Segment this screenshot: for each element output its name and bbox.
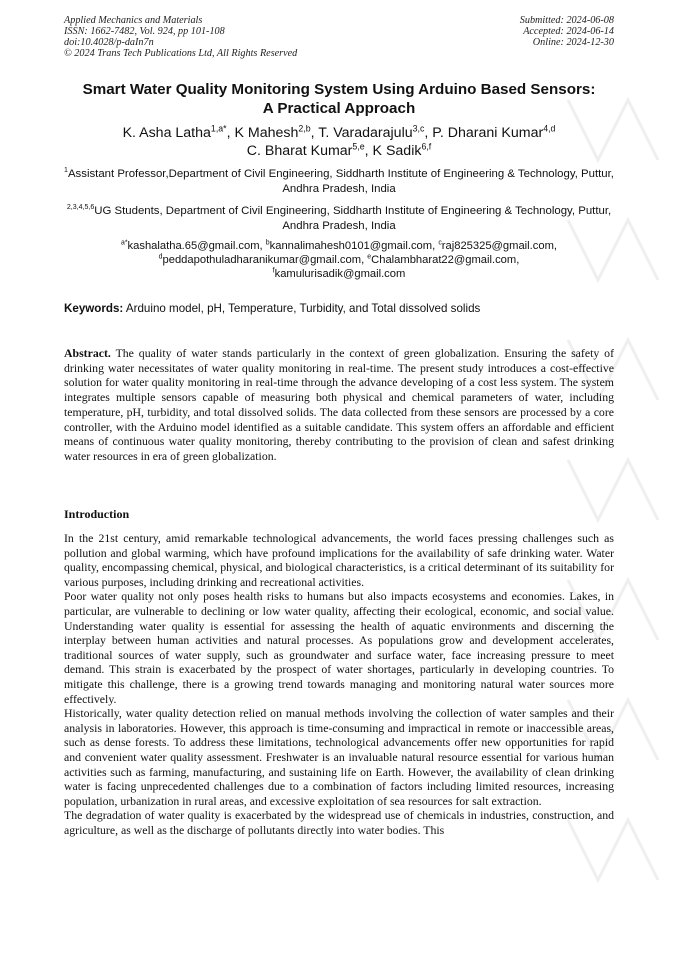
author-name: T. Varadarajulu: [318, 125, 413, 141]
affiliation-text: Assistant Professor,Department of Civil Engineering, Siddharth Institute of Engineering & Technology, Puttur, Andhra Pradesh, India: [67, 168, 614, 195]
paragraph: The degradation of water quality is exacerbated by the widespread use of chemicals in industries, construction, and agriculture, as well as the discharge of pollutants directly into water bodies. This: [64, 808, 614, 837]
submitted-date: Submitted: 2024-06-08: [519, 15, 614, 26]
paragraph: Historically, water quality detection relied on manual methods involving the collection of water samples and their analysis in laboratories. However, this approach is time-consuming and impractical in remote or inaccessible areas, such as dense forests. To address these limitations, technological advancements offer new opportunities for rapid and convenient water quality assessment. Freshwater is an invaluable natural resource essential for various human activities such as farming, manufacturing, and sustaining life on Earth. However, the availability of clean drinking water is facing unprecedented challenges due to a combination of factors including limited resources, increasing population, urbanization in rural areas, and excessive exploitation of sea resources for salt extraction.: [64, 706, 614, 808]
author-name: K. Asha Latha: [122, 125, 211, 141]
author-name: K Sadik: [372, 143, 422, 159]
online-date: Online: 2024-12-30: [532, 37, 614, 48]
author-sup: 4,d: [543, 123, 556, 134]
author-sup: 6,f: [421, 141, 432, 152]
email-sup: f: [272, 267, 275, 275]
affiliation-sup: 1: [64, 167, 68, 175]
paragraph: In the 21st century, amid remarkable technological advancements, the world faces pressing challenges such as pollution and global warming, which have profound implications for the availability of safe drinking water. Water quality, encompassing chemical, physical, and biological characteristics, is a critical determinant of its suitability for various purposes, including drinking and recreational activities.: [64, 531, 614, 589]
affiliation-sup: 2,3,4,5,6: [66, 204, 95, 212]
email-link[interactable]: raj825325@gmail.com: [441, 240, 554, 252]
paper-title-line2: A Practical Approach: [262, 100, 416, 117]
email-sup: b: [265, 239, 270, 247]
keywords-text: Arduino model, pH, Temperature, Turbidity, and Total dissolved solids: [125, 302, 481, 315]
author-emails: $^{a*}$kashalatha.65@gmail.com, $^b$kannalimahesh0101@gmail.com, $^c$raj825325@gmail.com, $^d$peddapothuladharanikumar@gmail.com, $^e$Chalambharat22@gmail.com, $^f$kamulurisadik@gmail.com: [120, 239, 558, 280]
doi-link[interactable]: doi:10.4028/p-daIn7n: [64, 37, 154, 48]
author-sup: 2,b: [298, 123, 311, 134]
journal-issn: ISSN: 1662-7482, Vol. 924, pp 101-108: [64, 26, 225, 37]
paper-title: [40, 80, 638, 118]
journal-name: Applied Mechanics and Materials: [64, 15, 203, 26]
paper-title-line1: Smart Water Quality Monitoring System Using Arduino Based Sensors:: [82, 81, 596, 98]
author-name: P. Dharani Kumar: [432, 125, 544, 141]
dates-header: [520, 15, 614, 48]
accepted-date: Accepted: 2024-06-14: [523, 26, 614, 37]
affiliation-2: [50, 204, 628, 234]
keywords-label: Keywords:: [64, 302, 124, 315]
introduction-body: [64, 531, 614, 837]
email-link[interactable]: kannalimahesh0101@gmail.com: [269, 240, 433, 252]
author-list: K. Asha Latha$^{1,a*}$, K Mahesh$^{2,b}$, T. Varadarajulu$^{3,c}$, P. Dharani Kumar$^{4,d}$ C. Bharat Kumar$^{5,e}$, K Sadik$^{6,f}$: [122, 123, 556, 159]
email-sup: d: [158, 253, 163, 261]
author-sup: 3,c: [412, 123, 425, 134]
paragraph: Poor water quality not only poses health risks to humans but also impacts ecosystems and economies. Lakes, in particular, are vulnerable to declining or low water quality, affecting their ecological, economic, and social value. Understanding water quality is essential for assessing the health of aquatic environments and discerning the interplay between human activities and natural processes. As populations grow and development accelerates, traditional sources of water supply, such as groundwater and surface water, face increasing pressure to meet demand. This strain is exacerbated by the prospect of water shortages, particularly in developing countries. To mitigate this challenge, there is a growing trend towards managing and monitoring natural water sources more effectively.: [64, 589, 614, 706]
journal-header: [64, 15, 297, 59]
introduction-heading: Introduction: [64, 507, 130, 521]
affiliation-1: [50, 167, 628, 197]
author-name: C. Bharat Kumar: [246, 143, 353, 159]
email-link[interactable]: kashalatha.65@gmail.com: [127, 240, 260, 252]
email-link[interactable]: kamulurisadik@gmail.com: [274, 268, 406, 280]
keywords: [64, 302, 624, 316]
author-sup: 1,a*: [210, 123, 227, 134]
affiliation-text: UG Students, Department of Civil Engineering, Siddharth Institute of Engineering & Technology, Puttur, Andhra Pradesh, India: [94, 205, 612, 232]
email-link[interactable]: peddapothuladharanikumar@gmail.com: [162, 254, 362, 266]
author-name: K Mahesh: [234, 125, 299, 141]
copyright-notice: © 2024 Trans Tech Publications Ltd, All Rights Reserved: [64, 48, 298, 59]
email-sup: c: [438, 239, 442, 247]
author-sup: 5,e: [352, 141, 365, 152]
email-sup: a*: [120, 239, 128, 247]
email-link[interactable]: Chalambharat22@gmail.com: [371, 254, 517, 266]
email-sup: e: [367, 253, 372, 261]
abstract: [64, 346, 614, 464]
abstract-text: The quality of water stands particularly in the context of green globalization. Ensuring the safety of drinking water necessitates of water quality monitoring in real-time. The present study introduces a cost-effective solution for water quality monitoring in real-time through the advance developing of a cost less system. The system integrates multiple sensors capable of measuring both physical and chemical parameters of water, including temperature, pH, turbidity, and total dissolved solids. The data collected from these sensors are processed by a core controller, with the Arduino model identified as a suitable candidate. This system offers an affordable and efficient means of continuous water quality monitoring, thereby contributing to the provision of clean and safest drinking water resources in era of green globalization.: [64, 346, 614, 463]
abstract-label: Abstract.: [64, 346, 111, 360]
